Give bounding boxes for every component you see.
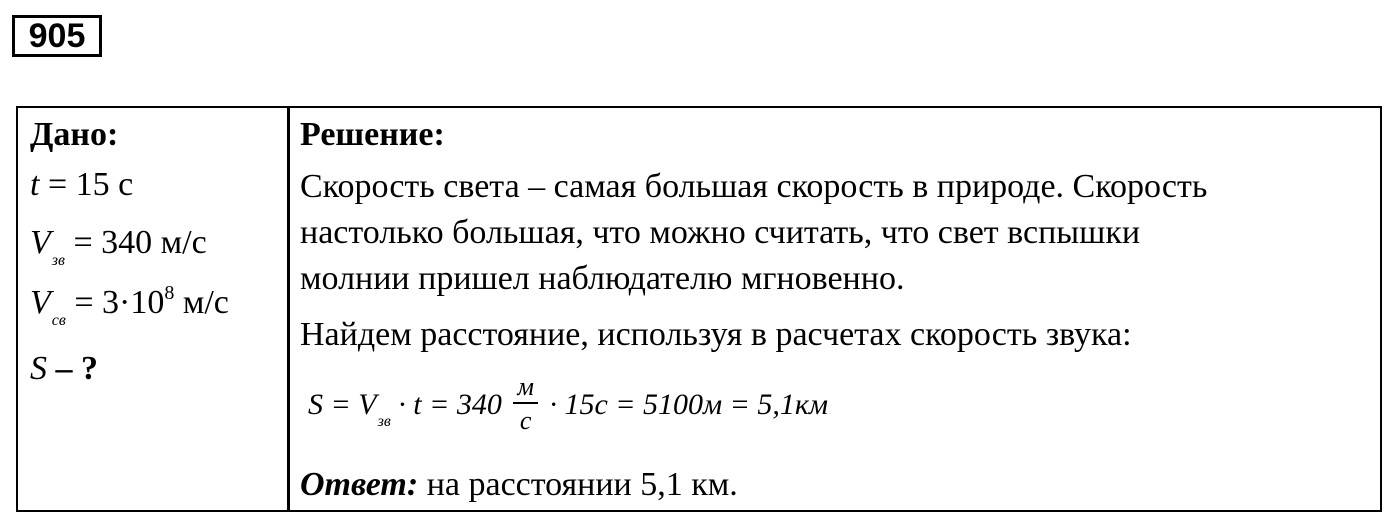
given-time: t = 15 с — [30, 166, 134, 203]
solution-line-4: Найдем расстояние, используя в расчетах скорость звука: — [300, 316, 1132, 353]
given-heading: Дано: — [30, 116, 119, 153]
unit-fraction: $\frac{м}{с}$ — [513, 372, 538, 438]
table-divider — [287, 106, 290, 512]
given-sound-speed: $V_{зв} = 340$ м/с — [30, 224, 207, 269]
solution-line-3: молнии пришел наблюдателю мгновенно. — [300, 260, 905, 297]
problem-number: 905 — [12, 15, 102, 57]
solution-line-2: настолько большая, что можно считать, что свет вспышки — [300, 214, 1141, 251]
given-light-speed: $V_{св} = 3\cdot 10^8$ м/с — [30, 282, 229, 329]
answer-line: Ответ: на расстоянии 5,1 км. — [300, 466, 738, 503]
given-column — [30, 112, 282, 387]
solution-heading: Решение: — [300, 116, 445, 153]
distance-formula: $S = V_{зв} \cdot t = 340$ $\frac{м}{с}$ · 15с = 5100м = 5,1км — [308, 374, 828, 440]
given-unknown: S – ? — [30, 350, 98, 387]
solution-column — [300, 112, 1375, 503]
solution-line-1: Скорость света – самая большая скорость в природе. Скорость — [300, 168, 1208, 205]
